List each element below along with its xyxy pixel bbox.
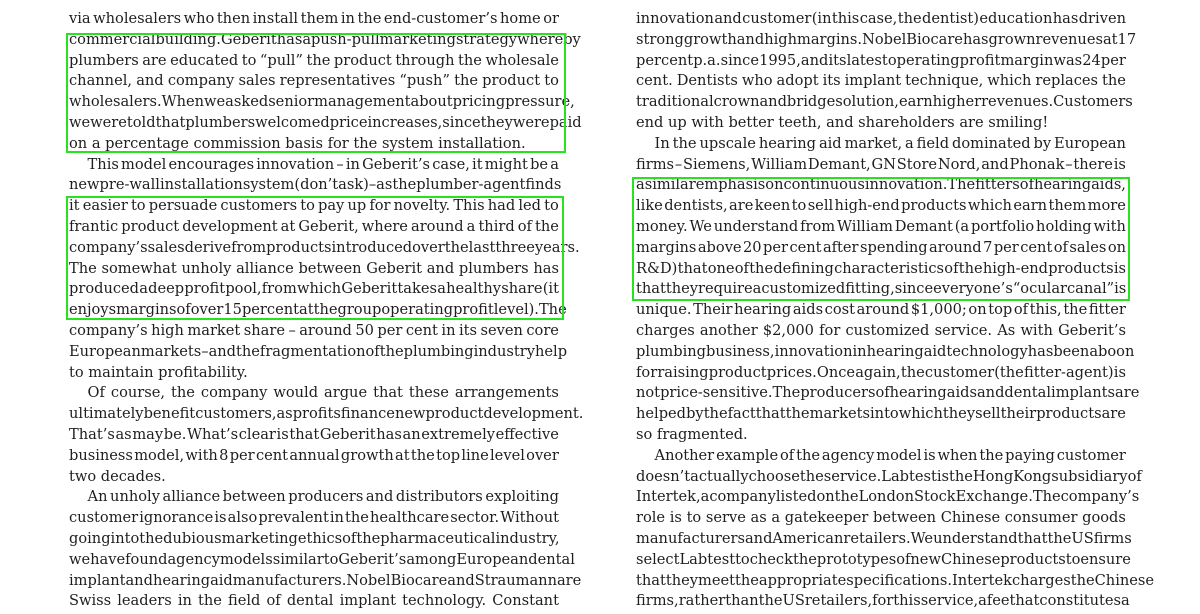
text-line: role is to serve as a gatekeeper between Chinese consumer goods <box>636 509 1126 527</box>
text-line: customer ignorance is also prevalent in the healthcare sector. Without <box>69 509 559 527</box>
text-line: firms – Siemens, William Demant, GN Store Nord, and Phonak – there is <box>636 155 1126 173</box>
text-line: margins above 20 per cent after spending around 7 per cent of sales on <box>636 238 1126 256</box>
text-line: for raising product prices. Once again, the customer (the fitter-agent) is <box>636 363 1126 381</box>
text-line: produced a deep profit pool, from which Geberit takes a healthy share (it <box>69 280 559 298</box>
text-line: innovation and customer (in this case, the dentist) education has driven <box>636 10 1126 27</box>
text-line: This model encourages innovation – in Geberit’s case, it might be a <box>69 155 559 173</box>
text-line: Of course, the company would argue that these arrangements <box>69 384 559 402</box>
text-line: implant and hearing aid manufacturers. Nobel Biocare and Straumann are <box>69 571 582 589</box>
text-line: we were told that plumbers welcomed price increases, since they were paid <box>69 113 582 131</box>
text-line: that they meet the appropriate specifications. Intertek charges the Chinese <box>636 571 1155 589</box>
right-text-column <box>636 9 1155 612</box>
text-line: cent. Dentists who adopt its implant technique, which replaces the <box>636 72 1126 90</box>
text-line: plumbers are educated to “pull” the product through the wholesale <box>69 51 559 69</box>
text-line: helped by the fact that the markets into which they sell their products are <box>636 405 1126 423</box>
text-line: company’s sales derive from products introduced over the last three years. <box>69 238 580 256</box>
text-line: per cent p.a. since 1995, and its latest operating profit margin was 24 per <box>636 51 1126 69</box>
left-text-column <box>69 9 584 612</box>
text-line: it easier to persuade customers to pay up for novelty. This had led to <box>69 197 559 215</box>
text-line: frantic product development at Geberit, where around a third of the <box>69 217 559 235</box>
text-line: R&D) that one of the defining characteristics of the high-end products is <box>636 259 1126 277</box>
text-line: Swiss leaders in the field of dental implant technology. Constant <box>69 592 559 610</box>
text-line: An unholy alliance between producers and distributors exploiting <box>69 488 559 506</box>
text-line: two decades. <box>69 467 166 485</box>
text-line: enjoys margins of over 15 per cent at the group operating profit level). The <box>69 301 567 319</box>
text-line: we have found agency models similar to Geberit’s among European dental <box>69 550 575 568</box>
text-line: channel, and company sales representatives “push” the product to <box>69 72 559 90</box>
text-line: a similar emphasis on continuous innovation. The fitters of hearing aids, <box>636 176 1126 194</box>
text-line: Intertek, a company listed on the London Stock Exchange. The company’s <box>636 488 1140 506</box>
text-line: plumbing business, innovation in hearing aid technology has been a boon <box>636 342 1135 360</box>
text-line: doesn’t actually choose the service. Labtest is the Hong Kong subsidiary of <box>636 467 1142 485</box>
text-line: Another example of the agency model is when the paying customer <box>636 446 1126 464</box>
text-line: firms, rather than the US retailers, for this service, a fee that constitutes a <box>636 592 1130 610</box>
text-line: unique. Their hearing aids cost around $1,000; on top of this, the fitter <box>636 301 1126 319</box>
text-line: That’s as may be. What’s clear is that Geberit has an extremely effective <box>69 425 559 443</box>
text-line: end up with better teeth, and shareholders are smiling! <box>636 113 1049 131</box>
text-line: via wholesalers who then install them in the end-customer’s home or <box>69 10 559 27</box>
text-line: so fragmented. <box>636 425 748 443</box>
text-line: like dentists, are keen to sell high-end products which earn them more <box>636 197 1126 215</box>
text-line: commercial building. Geberit has a push-pull marketing strategy whereby <box>69 30 581 48</box>
text-line: European markets – and the fragmentation of the plumbing industry help <box>69 342 568 360</box>
text-line: to maintain profitability. <box>69 363 248 381</box>
text-line: that they require a customized fitting, since everyone’s “ocular canal” is <box>636 280 1127 298</box>
text-line: new pre-wall installation system (don’t ask) – as the plumber-agent finds <box>69 176 562 194</box>
text-line: company’s high market share – around 50 per cent in its seven core <box>69 321 559 339</box>
text-line: In the upscale hearing aid market, a field dominated by European <box>636 134 1126 152</box>
text-line: wholesalers. When we asked senior management about pricing pressure, <box>69 93 575 111</box>
text-line: ultimately benefit customers, as profits finance new product development. <box>69 405 584 423</box>
text-line: select Labtest to check the prototypes of new Chinese products to ensure <box>636 550 1131 568</box>
text-line: money. We understand from William Demant (a portfolio holding with <box>636 217 1126 235</box>
text-line: not price-sensitive. The producers of hearing aids and dental implants are <box>636 384 1140 402</box>
text-line: charges another $2,000 for customized service. As with Geberit’s <box>636 321 1126 339</box>
text-line: on a percentage commission basis for the system installation. <box>69 134 526 152</box>
text-line: strong growth and high margins. Nobel Biocare has grown revenues at 17 <box>636 30 1137 48</box>
text-line: business model, with 8 per cent annual growth at the top line level over <box>69 446 559 464</box>
text-line: The somewhat unholy alliance between Geberit and plumbers has <box>69 259 559 277</box>
text-line: going into the dubious marketing ethics of the pharmaceutical industry, <box>69 529 560 547</box>
text-line: traditional crown and bridge solution, earn higher revenues. Customers <box>636 93 1133 111</box>
text-line: manufacturers and American retailers. We understand that the US firms <box>636 529 1132 547</box>
